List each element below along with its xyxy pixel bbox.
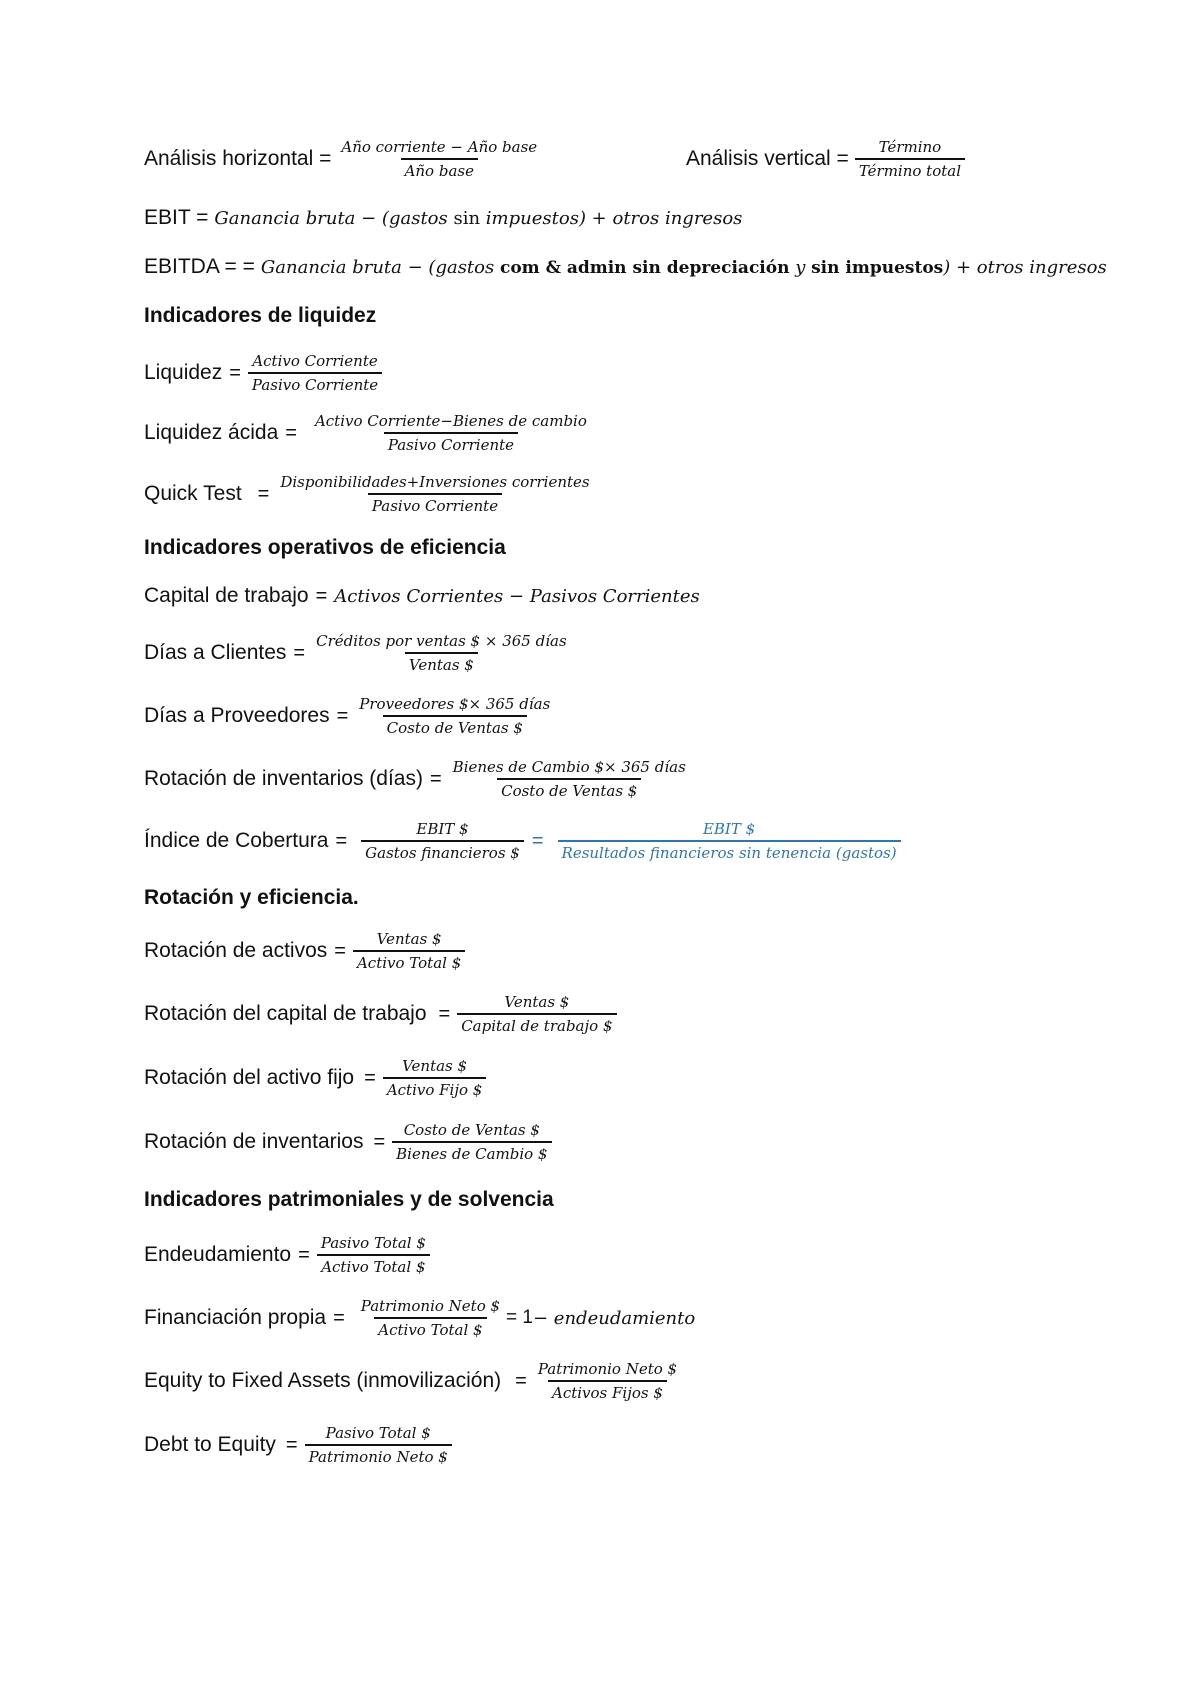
formula-dias-proveedores	[144, 695, 554, 737]
formula-liquidez-acida	[144, 412, 591, 454]
equals-sign: =	[315, 584, 328, 607]
formula-liquidez	[144, 352, 382, 394]
fraction	[355, 695, 554, 737]
formula-label: Días a Proveedores	[144, 704, 330, 727]
denominator: Bienes de Cambio $	[392, 1141, 551, 1163]
denominator: Activo Fijo $	[383, 1077, 487, 1099]
numerator: Patrimonio Neto $	[360, 1297, 501, 1315]
fraction	[353, 930, 465, 972]
formula-debt-to-equity	[144, 1424, 452, 1466]
formula-indice-cobertura	[144, 820, 901, 862]
formula-quick-test	[144, 473, 594, 515]
formula-label: Días a Clientes	[144, 641, 287, 664]
formula-ebit	[144, 206, 742, 230]
formula-label: Liquidez ácida	[144, 421, 279, 444]
equals-sign: =	[335, 829, 348, 852]
denominator: Costo de Ventas $	[497, 778, 641, 800]
expression-part: sin impuestos	[811, 257, 944, 278]
fraction	[337, 138, 541, 180]
numerator: Bienes de Cambio $× 365 días	[452, 758, 686, 776]
fraction	[311, 412, 591, 454]
section-heading: Indicadores de liquidez	[144, 304, 377, 327]
numerator: Costo de Ventas $	[403, 1121, 540, 1139]
expression-part: Ganancia bruta − (gastos	[260, 256, 500, 278]
equals-sign: =	[293, 641, 306, 664]
formula-rotacion-inventarios-dias	[144, 758, 690, 800]
formula-rotacion-activo-fijo	[144, 1057, 486, 1099]
formula-label: Índice de Cobertura	[144, 829, 329, 852]
numerator: Ventas $	[504, 993, 570, 1011]
fraction	[317, 1234, 430, 1276]
fraction	[361, 820, 524, 862]
fraction	[276, 473, 593, 515]
denominator: Activos Fijos $	[548, 1380, 667, 1402]
formula-label: EBITDA = =	[144, 255, 255, 278]
formula-label: EBIT =	[144, 206, 209, 229]
fraction	[392, 1121, 551, 1163]
equals-sign: =	[285, 1433, 298, 1456]
denominator: Capital de trabajo $	[457, 1013, 616, 1035]
denominator: Término total	[855, 158, 965, 180]
numerator: Año corriente − Año base	[341, 138, 538, 156]
section-heading: Indicadores operativos de eficiencia	[144, 536, 506, 559]
equals-sign: =	[336, 704, 349, 727]
formula-label: Rotación de inventarios (días)	[144, 767, 423, 790]
equals-sign: =	[438, 1002, 451, 1025]
formula-rotacion-capital-trabajo	[144, 993, 617, 1035]
expression: Activos Corrientes − Pasivos Corrientes	[334, 585, 700, 607]
formula-equity-fixed-assets	[144, 1360, 681, 1402]
formula-analisis-vertical	[686, 138, 965, 180]
equals-sign: =	[229, 361, 241, 384]
fraction	[449, 758, 690, 800]
fraction	[383, 1057, 487, 1099]
equals-sign: =	[334, 939, 346, 962]
formula-label: Liquidez	[144, 361, 223, 384]
formula-analisis-horizontal	[144, 138, 541, 180]
section-heading: Indicadores patrimoniales y de solvencia	[144, 1188, 554, 1211]
fraction	[357, 1297, 504, 1339]
formula-endeudamiento	[144, 1234, 430, 1276]
equals-sign: =	[333, 1306, 345, 1329]
equals-sign: =	[285, 421, 297, 444]
denominator: Patrimonio Neto $	[305, 1444, 452, 1466]
expression-part: = 1	[506, 1307, 533, 1328]
equals-sign: =	[531, 829, 544, 852]
formula-financiacion-propia	[144, 1297, 695, 1339]
equals-sign: =	[373, 1130, 386, 1153]
expression-part: y	[789, 256, 812, 278]
formula-rotacion-inventarios	[144, 1121, 552, 1163]
formula-label: Rotación de activos	[144, 939, 328, 962]
formula-label: Capital de trabajo	[144, 584, 309, 607]
numerator: Pasivo Total $	[320, 1234, 426, 1252]
denominator: Pasivo Corriente	[248, 372, 382, 394]
section-heading: Rotación y eficiencia.	[144, 886, 359, 909]
denominator: Pasivo Corriente	[384, 432, 518, 454]
denominator: Ventas $	[405, 652, 478, 674]
expression-part: Ganancia bruta − (gastos	[214, 207, 454, 229]
numerator: Ventas $	[376, 930, 442, 948]
fraction	[534, 1360, 681, 1402]
formula-label: Quick Test	[144, 482, 242, 505]
fraction	[855, 138, 965, 180]
numerator: Patrimonio Neto $	[537, 1360, 678, 1378]
denominator: Pasivo Corriente	[368, 493, 502, 515]
expression-part: com & admin sin depreciación	[499, 257, 790, 278]
formula-label: Endeudamiento	[144, 1243, 292, 1266]
numerator: Pasivo Total $	[325, 1424, 431, 1442]
formula-label: Financiación propia	[144, 1306, 327, 1329]
formula-capital-trabajo	[144, 584, 700, 608]
equals-sign: =	[429, 767, 442, 790]
expression-part: impuestos) + otros ingresos	[480, 207, 743, 229]
numerator: Disponibilidades+Inversiones corrientes	[280, 473, 590, 491]
numerator: EBIT $	[702, 820, 756, 838]
fraction	[312, 632, 571, 674]
formula-ebitda	[144, 255, 1107, 279]
formula-label: Rotación del activo fijo	[144, 1066, 355, 1089]
formula-label: Debt to Equity	[144, 1433, 276, 1456]
formula-label: Análisis vertical =	[686, 147, 849, 170]
formula-label: Análisis horizontal =	[144, 147, 332, 170]
denominator: Activo Total $	[317, 1254, 429, 1276]
denominator: Gastos financieros $	[361, 840, 524, 862]
expression-part: − endeudamiento	[533, 1307, 696, 1329]
denominator: Activo Total $	[374, 1317, 486, 1339]
numerator: Activo Corriente	[252, 352, 378, 370]
numerator: Ventas $	[402, 1057, 468, 1075]
equals-sign: =	[298, 1243, 310, 1266]
denominator: Costo de Ventas $	[383, 715, 527, 737]
fraction	[248, 352, 382, 394]
expression-part: ) + otros ingresos	[943, 256, 1107, 278]
fraction	[305, 1424, 452, 1466]
denominator: Año base	[401, 158, 478, 180]
numerator: EBIT $	[416, 820, 469, 838]
formula-label: Equity to Fixed Assets (inmovilización)	[144, 1369, 502, 1392]
formula-label: Rotación de inventarios	[144, 1130, 364, 1153]
equals-sign: =	[364, 1066, 376, 1089]
equals-sign: =	[515, 1369, 527, 1392]
formula-rotacion-activos	[144, 930, 465, 972]
expression-part: sin	[453, 207, 481, 229]
formula-label: Rotación del capital de trabajo	[144, 1002, 427, 1025]
denominator: Resultados financieros sin tenencia (gastos)	[558, 840, 901, 862]
numerator: Créditos por ventas $ × 365 días	[316, 632, 567, 650]
numerator: Activo Corriente−Bienes de cambio	[314, 412, 587, 430]
fraction-alternate	[558, 820, 901, 862]
equals-sign: =	[257, 482, 270, 505]
expression	[214, 208, 742, 229]
formula-dias-clientes	[144, 632, 571, 674]
denominator: Activo Total $	[353, 950, 465, 972]
fraction	[457, 993, 616, 1035]
numerator: Término	[878, 138, 942, 156]
expression	[261, 257, 1107, 278]
numerator: Proveedores $× 365 días	[359, 695, 551, 713]
